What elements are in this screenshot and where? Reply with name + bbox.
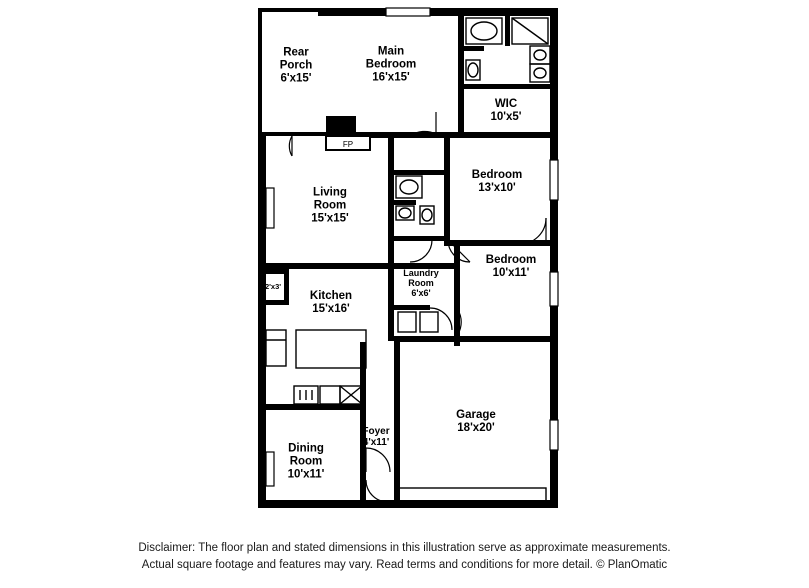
room-name: Bedroom <box>471 169 523 182</box>
room-name: Laundry Room <box>403 267 439 288</box>
room-name: Rear Porch <box>279 46 313 72</box>
floor-fills <box>258 8 553 508</box>
room-dimensions: 10'x11' <box>492 267 530 279</box>
room-name: Foyer <box>362 425 390 437</box>
room-name: Main Bedroom <box>365 45 417 71</box>
room-dimensions: 6'x15' <box>280 72 312 85</box>
room-dimensions: 4'x11' <box>362 437 390 448</box>
room-name: Garage <box>456 409 496 422</box>
room-name: WIC <box>494 98 518 111</box>
disclaimer-line-2: Actual square footage and features may vary. Read terms and conditions for more detail. © PlanOmatic <box>141 558 668 571</box>
svg-text:FP: FP <box>342 140 354 149</box>
room-dimensions: 16'x15' <box>372 71 410 84</box>
room-dimensions: 6'x6' <box>411 288 431 299</box>
disclaimer-line-1: Disclaimer: The floor plan and stated dimensions in this illustration serve as approximate measurements. <box>138 541 671 554</box>
room-name: Bedroom <box>485 254 537 267</box>
room-dimensions: 18'x20' <box>457 422 495 434</box>
room-name: Dining Room <box>288 442 324 468</box>
room-dimensions: 13'x10' <box>478 182 516 194</box>
room-dimensions: 15'x15' <box>311 212 349 225</box>
room-dimensions: 2'x3' <box>264 281 282 291</box>
room-dimensions: 15'x16' <box>312 303 350 315</box>
room-name: Living Room <box>313 186 347 212</box>
disclaimer <box>0 540 809 575</box>
room-name: Kitchen <box>309 290 353 303</box>
room-dimensions: 10'x11' <box>287 468 325 481</box>
room-dimensions: 10'x5' <box>490 111 522 123</box>
